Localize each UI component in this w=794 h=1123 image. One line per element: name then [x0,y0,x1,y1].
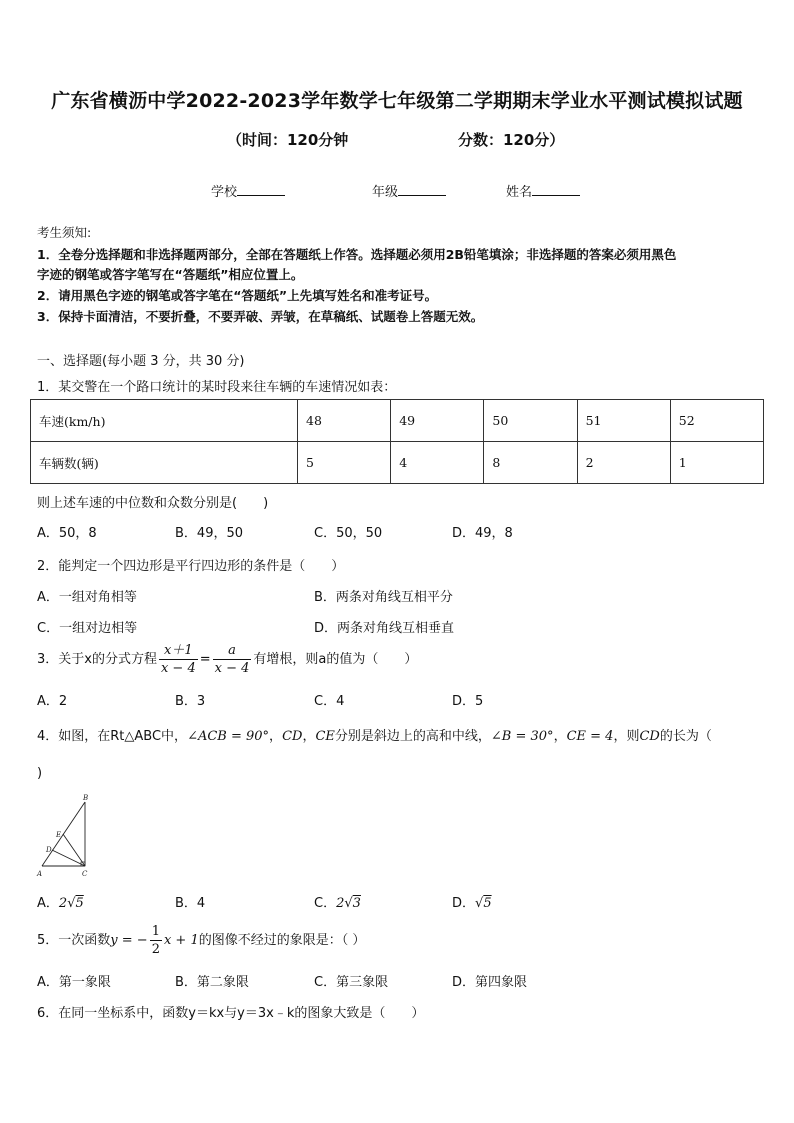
label-e: E [56,831,62,839]
triangle-figure [30,792,100,878]
q3-fraction-right [213,642,252,677]
table-cell: 8 [484,442,577,484]
q4-option-a [37,892,84,911]
q4-option-b-letter: B． [175,896,197,911]
q4-option-a-coef: 2 [58,896,68,911]
q4-option-a-letter: A． [37,896,59,911]
q1-option-d: D．49，8 [452,526,513,541]
table-cell: 48 [298,400,391,442]
exam-time: （时间：120分钟 [227,131,349,149]
q1-option-b: B．49，50 [175,526,244,541]
notes-item: 1．全卷分选择题和非选择题两部分，全部在答题纸上作答。选择题必须用2B铅笔填涂；非选择题的答案必须用黑色 [37,247,677,262]
q4-ce-value: CE = 4 [566,729,614,744]
name-blank [532,183,580,196]
q5-tail: x + 1 [163,933,199,948]
q1-stem: 1．某交警在一个路口统计的某时段来往车辆的车速情况如表： [37,380,397,395]
q3-frac1-den: x − 4 [160,661,196,676]
section-heading: 一、选择题(每小题 3 分，共 30 分) [37,354,245,369]
q3-equals: = [199,652,211,667]
q4-stem [37,725,712,744]
notes-heading: 考生须知: [37,225,92,240]
q3-option-a: A．2 [37,694,68,709]
q2-option-b: B．两条对角线互相平分 [314,590,453,605]
q4-option-d-letter: D． [452,896,476,911]
table-cell: 1 [670,442,763,484]
q4-cd: CD [282,729,303,744]
grade-label: 年级 [372,185,399,200]
q3-frac2-num: a [213,642,252,660]
q4-stem-b: 分别是斜边上的高和中线， [334,729,491,744]
q4-option-b [175,892,205,911]
q5-option-c: C．第三象限 [314,975,389,990]
q4-close-paren: ) [37,766,43,781]
q2-option-c: C．一组对边相等 [37,621,138,636]
q1-option-a: A．50，8 [37,526,97,541]
q5-stem-post: 的图像不经过的象限是：（ ） [198,933,366,948]
q3-frac1-num: x＋1 [159,642,198,660]
notes-item: 字迹的钢笔或答字笔写在“答题纸”相应位置上。 [37,267,304,282]
label-a: A [37,870,43,878]
altitude-cd [52,850,85,866]
q5-option-a: A．第一象限 [37,975,111,990]
school-label: 学校 [211,185,238,200]
label-b: B [83,794,89,802]
q4-ce: CE [315,729,335,744]
q1-question: 则上述车速的中位数和众数分别是( ) [37,496,269,511]
table-cell: 52 [670,400,763,442]
table-cell: 4 [391,442,484,484]
q5-fraction [150,923,162,958]
table-cell: 49 [391,400,484,442]
table-cell: 车速(km/h) [31,400,298,442]
radical-icon: √ [67,896,76,911]
school-blank [237,183,285,196]
page-title: 广东省横沥中学2022-2023学年数学七年级第二学期期末学业水平测试模拟试题 [51,90,743,112]
q3-stem-post: 有增根，则a的值为（ ） [253,652,418,667]
q3-stem-pre: 3．关于x的分式方程 [37,652,157,667]
q4-stem-a: 4．如图，在Rt△ABC中， [37,729,188,744]
school-field [211,181,285,200]
q2-option-a: A．一组对角相等 [37,590,137,605]
radical-icon: √ [475,896,484,911]
q3-stem [37,641,417,679]
q3-option-c: C．4 [314,694,345,709]
median-ce [63,834,85,866]
q3-option-b: B．3 [175,694,206,709]
q6-stem: 6．在同一坐标系中，函数y＝kx与y＝3x﹣k的图象大致是（ ） [37,1006,425,1021]
grade-blank [398,183,446,196]
radical-icon: √ [344,896,353,911]
q4-option-c-letter: C． [314,896,337,911]
table-cell: 51 [577,400,670,442]
notes-item: 2．请用黑色字迹的钢笔或答字笔在“答题纸”上先填写姓名和准考证号。 [37,288,438,303]
table-cell: 5 [298,442,391,484]
table-row [31,442,764,484]
q4-option-a-rad: 5 [75,896,84,911]
q5-y-eq: y = − [110,933,148,948]
q4-sep: ， [302,729,316,744]
q4-sep: ， [553,729,567,744]
q4-angle-b: ∠B = 30° [490,729,554,744]
q4-stem-c: ，则 [613,729,640,744]
q5-frac-den: 2 [151,942,160,957]
q3-option-d: D．5 [452,694,484,709]
label-c: C [82,870,88,878]
table-row [31,400,764,442]
label-d: D [46,846,52,854]
q5-frac-num: 1 [151,924,160,939]
table-cell: 2 [577,442,670,484]
q4-option-b-coef: 4 [196,896,206,911]
q4-sep: ， [269,729,283,744]
table-cell: 车辆数(辆) [31,442,298,484]
exam-score: 分数：120分） [458,131,565,149]
q2-stem: 2．能判定一个四边形是平行四边形的条件是（ ） [37,559,345,574]
q4-stem-d: 的长为（ [659,729,712,744]
q5-stem [37,922,365,960]
q4-option-c-rad: 3 [352,896,361,911]
q2-option-d: D．两条对角线互相垂直 [314,621,455,636]
speed-table [30,399,764,484]
q3-frac2-den: x − 4 [214,661,250,676]
q4-option-c [314,892,361,911]
table-cell: 50 [484,400,577,442]
q5-option-b: B．第二象限 [175,975,249,990]
q3-fraction-left [159,642,198,677]
q5-stem-pre: 5．一次函数 [37,933,111,948]
q4-option-d-rad: 5 [483,896,492,911]
name-label: 姓名 [506,185,533,200]
q4-angle-acb: ∠ACB = 90° [187,729,270,744]
q5-option-d: D．第四象限 [452,975,528,990]
q4-cd-2: CD [639,729,660,744]
notes-item: 3．保持卡面清洁，不要折叠，不要弄破、弄皱，在草稿纸、试题卷上答题无效。 [37,309,484,324]
grade-field [372,181,446,200]
q4-option-c-coef: 2 [336,896,345,911]
name-field [506,181,580,200]
q1-option-c: C．50，50 [314,526,383,541]
q4-option-d [452,892,492,911]
